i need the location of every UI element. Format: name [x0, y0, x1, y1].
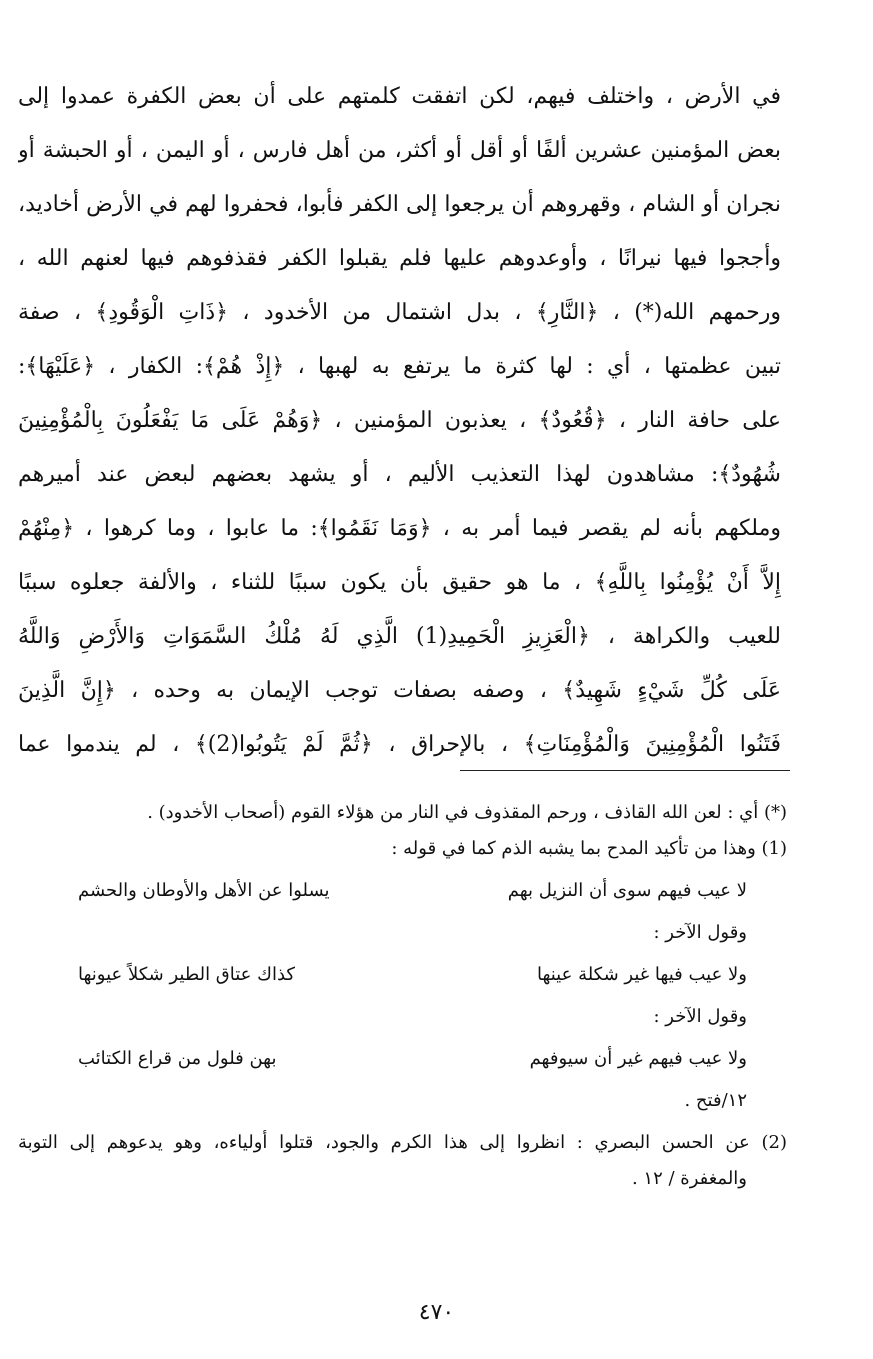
text-line: نجران أو الشام ، وقهروهم أن يرجعوا إلى الكفر فأبوا، فحفروا لهم في الأرض أخاديد، — [18, 192, 781, 217]
footnotes-block — [18, 795, 787, 1197]
footnote-2-line-1: (2) عن الحسن البصري : انظروا إلى هذا الكرم والجود، قتلوا أولياءه، وهو يدعوهم إلى التوبة — [18, 1132, 787, 1153]
text-line: وملكهم بأنه لم يقصر فيما أمر به ، ﴿وَمَا نَقَمُوا﴾: ما عابوا ، وما كرهوا ، ﴿مِنْهُمْ — [18, 516, 781, 541]
text-line: شُهُودٌ﴾: مشاهدون لهذا التعذيب الأليم ، أو يشهد بعضهم لبعض عند أميرهم — [18, 462, 781, 487]
poem-hemistich-second: يسلوا عن الأهل والأوطان والحشم — [78, 880, 330, 901]
poem-hemistich-first: لا عيب فيهم سوى أن النزيل بهم — [507, 880, 747, 901]
poem-hemistich-second: بهن فلول من قراع الكتائب — [78, 1048, 277, 1069]
other-poet-label: وقول الآخر : — [653, 922, 747, 943]
footnote-source: ١٢/فتح . — [684, 1090, 747, 1111]
other-poet-label: وقول الآخر : — [653, 1006, 747, 1027]
text-line: عَلَى كُلِّ شَيْءٍ شَهِيدٌ﴾ ، وصفه بصفات توجب الإيمان به وحده ، ﴿إِنَّ الَّذِينَ — [18, 678, 781, 703]
text-line: بعض المؤمنين عشرين ألفًا أو أقل أو أكثر، من أهل فارس ، أو اليمن ، أو الحبشة أو — [18, 138, 781, 163]
footnote-star: (*) أي : لعن الله القاذف ، ورحم المقذوف في النار من هؤلاء القوم (أصحاب الأخدود) . — [147, 802, 787, 823]
poem-verse-1 — [18, 867, 787, 915]
text-line: في الأرض ، واختلف فيهم، لكن اتفقت كلمتهم على أن بعض الكفرة عمدوا إلى — [18, 84, 781, 109]
text-line: إِلاَّ أَنْ يُؤْمِنُوا بِاللَّهِ﴾ ، ما هو حقيق بأن يكون سببًا للثناء ، والألفة جعلوه سببًا — [18, 570, 781, 595]
text-line: تبين عظمتها ، أي : لها كثرة ما يرتفع به لهبها ، ﴿إِذْ هُمْ﴾: الكفار ، ﴿عَلَيْهَا﴾: — [18, 354, 781, 379]
main-text-block — [18, 70, 781, 772]
footnote-1-intro: (1) وهذا من تأكيد المدح بما يشبه الذم كما في قوله : — [391, 838, 787, 859]
footnote-2-line-2: والمغفرة / ١٢ . — [631, 1168, 747, 1189]
text-line: ورحمهم الله(*) ، ﴿النَّارِ﴾ ، بدل اشتمال من الأخدود ، ﴿ذَاتِ الْوَقُودِ﴾ ، صفة — [18, 300, 781, 325]
poem-hemistich-second: كذاك عتاق الطير شكلاً عيونها — [78, 964, 296, 985]
text-line: فَتَنُوا الْمُؤْمِنِينَ وَالْمُؤْمِنَاتِ﴾ ، بالإحراق ، ﴿ثُمَّ لَمْ يَتُوبُوا(2)﴾ ، لم يندموا عما — [18, 732, 781, 757]
text-line: وأججوا فيها نيرانًا ، وأوعدوهم عليها فلم يقبلوا الكفر فقذفوهم فيها لعنهم الله ، — [18, 246, 781, 271]
poem-hemistich-first: ولا عيب فيهم غير أن سيوفهم — [529, 1048, 747, 1069]
footnote-divider — [460, 770, 790, 771]
poem-verse-2 — [18, 951, 787, 999]
text-line: للعيب والكراهة ، ﴿الْعَزِيزِ الْحَمِيدِ(1) الَّذِي لَهُ مُلْكُ السَّمَوَاتِ وَالأَرْضِ وَاللَّهُ — [18, 624, 781, 649]
page-number: ٤٧٠ — [418, 1300, 455, 1325]
text-line: على حافة النار ، ﴿قُعُودٌ﴾ ، يعذبون المؤمنين ، ﴿وَهُمْ عَلَى مَا يَفْعَلُونَ بِالْمُؤْمِنِينَ — [18, 408, 781, 433]
poem-hemistich-first: ولا عيب فيها غير شكلة عينها — [536, 964, 747, 985]
poem-verse-3 — [18, 1035, 787, 1083]
